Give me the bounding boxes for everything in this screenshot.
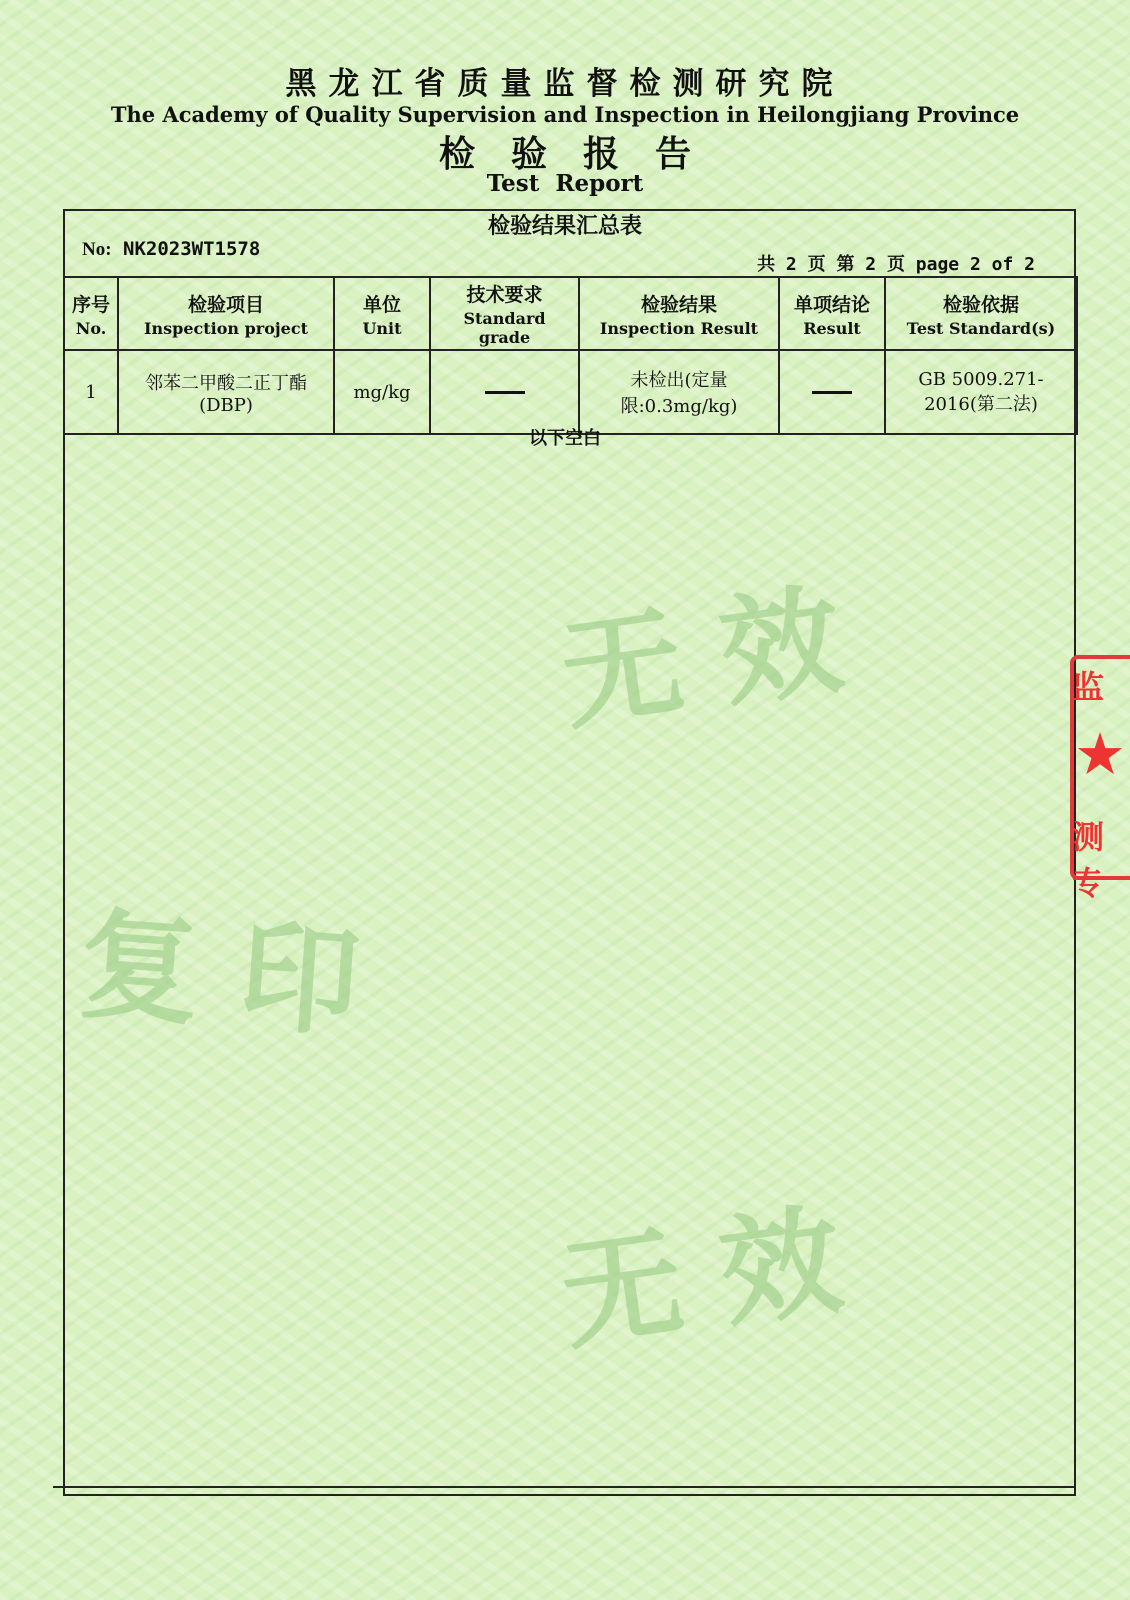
report-number [82,238,260,261]
header-unit: 单位 Unit [334,277,430,350]
header-test-standard: 检验依据 Test Standard(s) [885,277,1077,350]
header-result: 单项结论 Result [779,277,885,350]
cell-unit: mg/kg [334,350,430,434]
table-header-row [64,277,1077,350]
test-standard-line-1: GB 5009.271- [918,368,1044,390]
page-info: 共 2 页 第 2 页 page 2 of 2 [757,254,1035,275]
report-title-cn: 检验报告 [438,133,727,175]
results-table [63,276,1078,435]
project-name: 邻苯二甲酸二正丁酯 [145,372,307,394]
watermark-invalid-1: 无效 [553,565,890,748]
header-project: 检验项目 Inspection project [118,277,334,350]
seal-text-bottom: 测专 [1072,818,1105,902]
project-abbr: (DBP) [199,394,253,416]
cell-project [118,350,334,434]
dash-mark [485,391,525,394]
report-title-en: Test Report [486,170,644,197]
institution-name-cn: 黑龙江省质量监督检测研究院 [285,66,845,102]
cell-test-standard [885,350,1077,434]
header-no: 序号 No. [64,277,118,350]
report-number-label: No: [82,239,112,260]
cell-conclusion [779,350,885,434]
dash-mark [812,391,852,394]
star-icon: ★ [1074,720,1126,788]
watermark-invalid-2: 无效 [553,1185,890,1368]
institution-name-en: The Academy of Quality Supervision and Inspection in Heilongjiang Province [110,102,1020,127]
header-standard-grade: 技术要求 Standard grade [430,277,579,350]
result-line-1: 未检出(定量 [630,370,728,391]
summary-table-title: 检验结果汇总表 [487,213,642,239]
result-line-2: 限:0.3mg/kg) [620,396,738,417]
watermark-copy: 复印 [74,895,404,1057]
test-standard-line-2: 2016(第二法) [924,393,1038,415]
cell-standard-grade [430,350,579,434]
report-number-value: NK2023WT1578 [123,238,261,260]
table-row [64,350,1077,434]
header-inspection-result: 检验结果 Inspection Result [579,277,779,350]
cell-inspection-result [579,350,779,434]
frame-bottom-rule [53,1486,1076,1488]
blank-below-note: 以下空白 [529,428,601,449]
seal-text-top: 监 [1072,668,1105,706]
cell-no: 1 [64,350,118,434]
